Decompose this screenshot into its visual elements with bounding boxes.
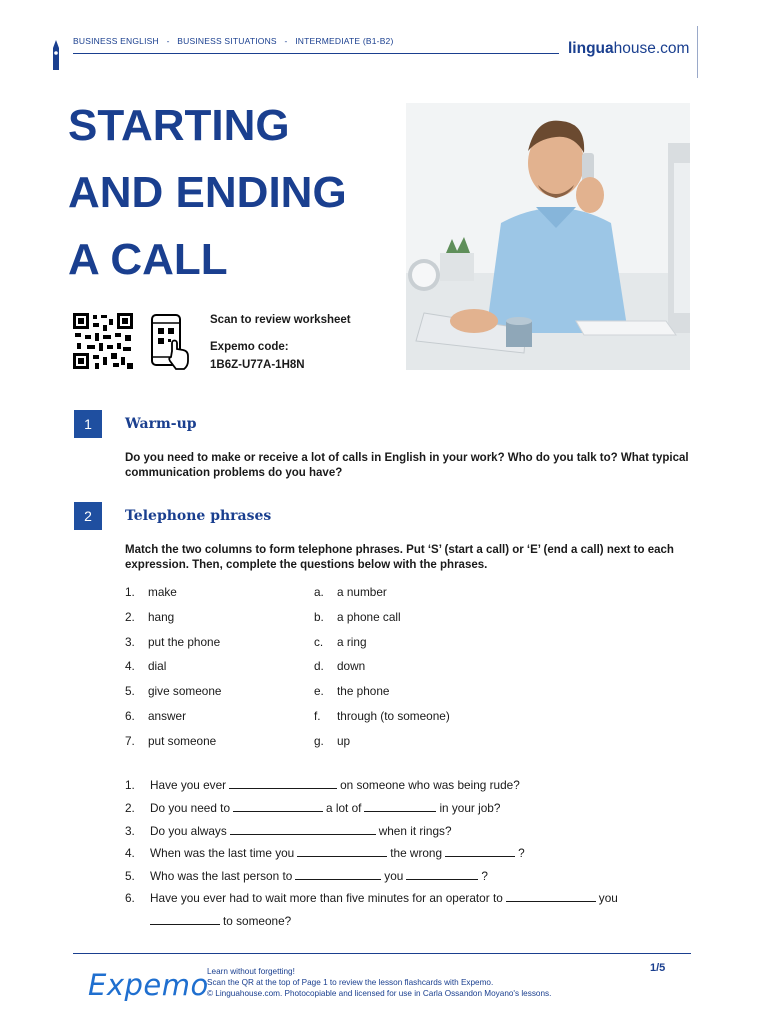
answer-blank[interactable] bbox=[506, 889, 596, 902]
qr-code[interactable] bbox=[73, 313, 133, 369]
answer-blank[interactable] bbox=[406, 867, 478, 880]
question-2: 2. Do you need to a lot of in your job? bbox=[125, 801, 501, 815]
linguahouse-logo: linguahouse.com bbox=[568, 40, 690, 57]
expemo-logo: Expemo bbox=[88, 968, 209, 1002]
answer-blank[interactable] bbox=[150, 912, 220, 925]
list-item: a. a number bbox=[314, 585, 387, 599]
section-number-badge: 1 bbox=[74, 410, 102, 438]
header-vertical-rule bbox=[697, 26, 698, 78]
list-item: d. down bbox=[314, 659, 366, 673]
answer-blank[interactable] bbox=[230, 822, 376, 835]
question-1: 1. Have you ever on someone who was being rude? bbox=[125, 778, 520, 792]
list-item: c. a ring bbox=[314, 635, 367, 649]
breadcrumb-item: BUSINESS ENGLISH bbox=[73, 36, 159, 46]
footer-copyright: © Linguahouse.com. Photocopiable and licensed for use in Carla Ossandon Moyano's lessons. bbox=[207, 989, 552, 998]
list-item: g. up bbox=[314, 734, 351, 748]
answer-blank[interactable] bbox=[297, 844, 387, 857]
breadcrumb-separator: - bbox=[284, 36, 288, 46]
answer-blank[interactable] bbox=[295, 867, 381, 880]
answer-blank[interactable] bbox=[229, 776, 337, 789]
answer-blank[interactable] bbox=[233, 799, 323, 812]
header-divider bbox=[73, 53, 559, 54]
list-item: b. a phone call bbox=[314, 610, 401, 624]
question-5: 5. Who was the last person to you ? bbox=[125, 869, 488, 883]
instructions-text: Match the two columns to form telephone phrases. Put ‘S’ (start a call) or ‘E’ (end a call) next to each expression. Then, complete the questions below with the phrases. bbox=[125, 544, 674, 571]
page-title bbox=[68, 92, 398, 293]
section-title-telephone-phrases: Telephone phrases bbox=[125, 508, 272, 524]
qr-instructions bbox=[210, 313, 351, 373]
footer-scan-note: Scan the QR at the top of Page 1 to review the lesson flashcards with Expemo. bbox=[207, 978, 494, 987]
warm-up-text: Do you need to make or receive a lot of calls in English in your work? Who do you talk to? What typical communication problems do you have? bbox=[125, 452, 689, 479]
breadcrumb-item: INTERMEDIATE (B1-B2) bbox=[295, 36, 394, 46]
footer-text bbox=[207, 966, 551, 999]
list-item: 3. put the phone bbox=[125, 635, 221, 649]
scan-label: Scan to review worksheet bbox=[210, 314, 351, 326]
list-item: 5. give someone bbox=[125, 684, 222, 698]
title-line: A CALL bbox=[68, 235, 228, 284]
question-6-continued: to someone? bbox=[150, 912, 720, 929]
expemo-code: 1B6Z-U77A-1H8N bbox=[210, 359, 305, 371]
list-item: 7. put someone bbox=[125, 734, 217, 748]
list-item: f. through (to someone) bbox=[314, 709, 450, 723]
page-number: 1/5 bbox=[650, 962, 666, 974]
businessman-on-phone-photo bbox=[406, 103, 690, 370]
question-6: 6. Have you ever had to wait more than five minutes for an operator to you bbox=[125, 891, 618, 905]
big-ben-icon bbox=[50, 40, 62, 70]
section-title-warm-up: Warm-up bbox=[125, 416, 197, 432]
expemo-code-label: Expemo code: bbox=[210, 341, 289, 353]
list-item: 4. dial bbox=[125, 659, 167, 673]
breadcrumb-separator: - bbox=[166, 36, 170, 46]
question-4: 4. When was the last time you the wrong ? bbox=[125, 846, 525, 860]
list-item: e. the phone bbox=[314, 684, 390, 698]
list-item: 2. hang bbox=[125, 610, 175, 624]
list-item: 6. answer bbox=[125, 709, 187, 723]
title-line: STARTING bbox=[68, 101, 290, 150]
phone-scan-icon bbox=[150, 313, 192, 371]
footer-tagline: Learn without forgetting! bbox=[207, 967, 295, 976]
answer-blank[interactable] bbox=[364, 799, 436, 812]
breadcrumb-item: BUSINESS SITUATIONS bbox=[177, 36, 277, 46]
title-line: AND ENDING bbox=[68, 168, 347, 217]
list-item: 1. make bbox=[125, 585, 177, 599]
section-number-badge: 2 bbox=[74, 502, 102, 530]
question-3: 3. Do you always when it rings? bbox=[125, 824, 452, 838]
breadcrumb bbox=[73, 36, 394, 46]
answer-blank[interactable] bbox=[445, 844, 515, 857]
footer-divider bbox=[73, 953, 691, 954]
